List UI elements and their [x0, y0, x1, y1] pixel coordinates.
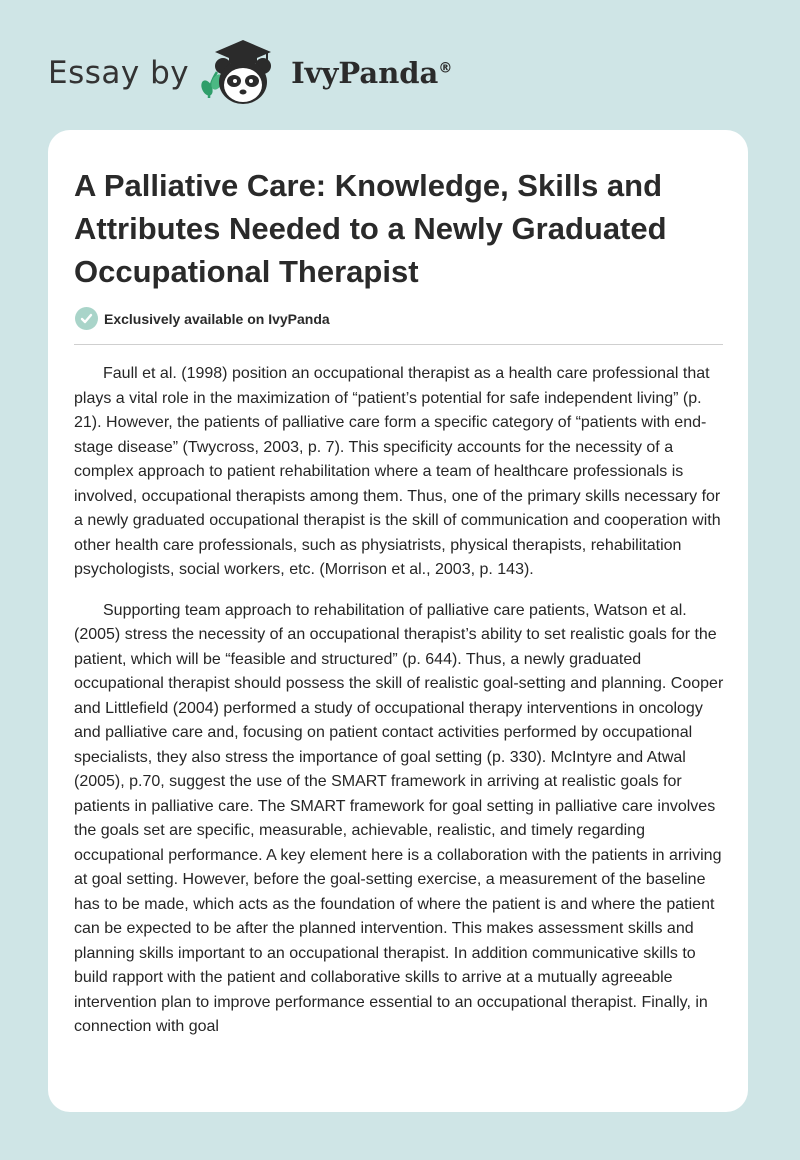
exclusive-badge-text: Exclusively available on IvyPanda	[104, 310, 330, 327]
site-header	[48, 38, 452, 108]
registered-mark: ®	[438, 60, 453, 77]
check-circle-icon	[75, 307, 98, 330]
panda-graduate-logo-icon[interactable]	[197, 36, 289, 110]
essay-body	[74, 362, 726, 1056]
paragraph: Faull et al. (1998) position an occupational therapist as a health care professional that plays a vital role in the maximization of “patient’s potential for safe independent living” (p. 21). However, the patients of palliative care form a specific category of “patients with end-stage disease” (Twycross, 2003, p. 7). This specificity accounts for the necessity of a complex approach to patient rehabilitation where a team of healthcare professionals is involved, occupational therapists among them. Thus, one of the primary skills necessary for a newly graduated occupational therapist is the skill of communication and cooperation with other health care professionals, such as physiatrists, physical therapists, rehabilitation psychologists, social workers, etc. (Morrison et al., 2003, p. 143).	[74, 365, 721, 578]
paragraph: Supporting team approach to rehabilitation of palliative care patients, Watson et al. (2005) stress the necessity of an occupational therapist’s ability to set realistic goals for the patient, which will be “feasible and structured” (p. 644). Thus, a newly graduated occupational therapist should possess the skill of realistic goal-setting and planning. Cooper and Littlefield (2004) performed a study of occupational therapy interventions in oncology and palliative care and, focusing on patient contact activities performed by occupational specialists, they also stress the importance of goal setting (p. 330). McIntyre and Atwal (2005), p.70, suggest the use of the SMART framework in arriving at realistic goals for patients in palliative care. The SMART framework for goal setting in palliative care involves the goals set are specific, measurable, achievable, realistic, and timely regarding occupational performance. A key element here is a collaboration with the patients in arriving at goal setting. However, before the goal-setting exercise, a measurement of the baseline has to be made, which acts as the foundation of where the patient is and where the patient can be expected to be after the planned intervention. This makes assessment skills and planning skills important to an occupational therapist. In addition communicative skills to build rapport with the patient and collaborative skills to arrive at a mutually agreeable intervention plan to improve performance essential to an occupational therapist. Finally, in connection with goal	[74, 601, 724, 1035]
exclusive-badge	[75, 307, 330, 330]
essay-title: A Palliative Care: Knowledge, Skills and Attributes Needed to a Newly Graduated Occupational Therapist	[74, 168, 667, 289]
essay-card	[48, 130, 748, 1112]
essay-by-label: Essay by	[48, 55, 190, 91]
brand-name[interactable]: IvyPanda®	[291, 56, 453, 90]
divider	[74, 344, 723, 345]
